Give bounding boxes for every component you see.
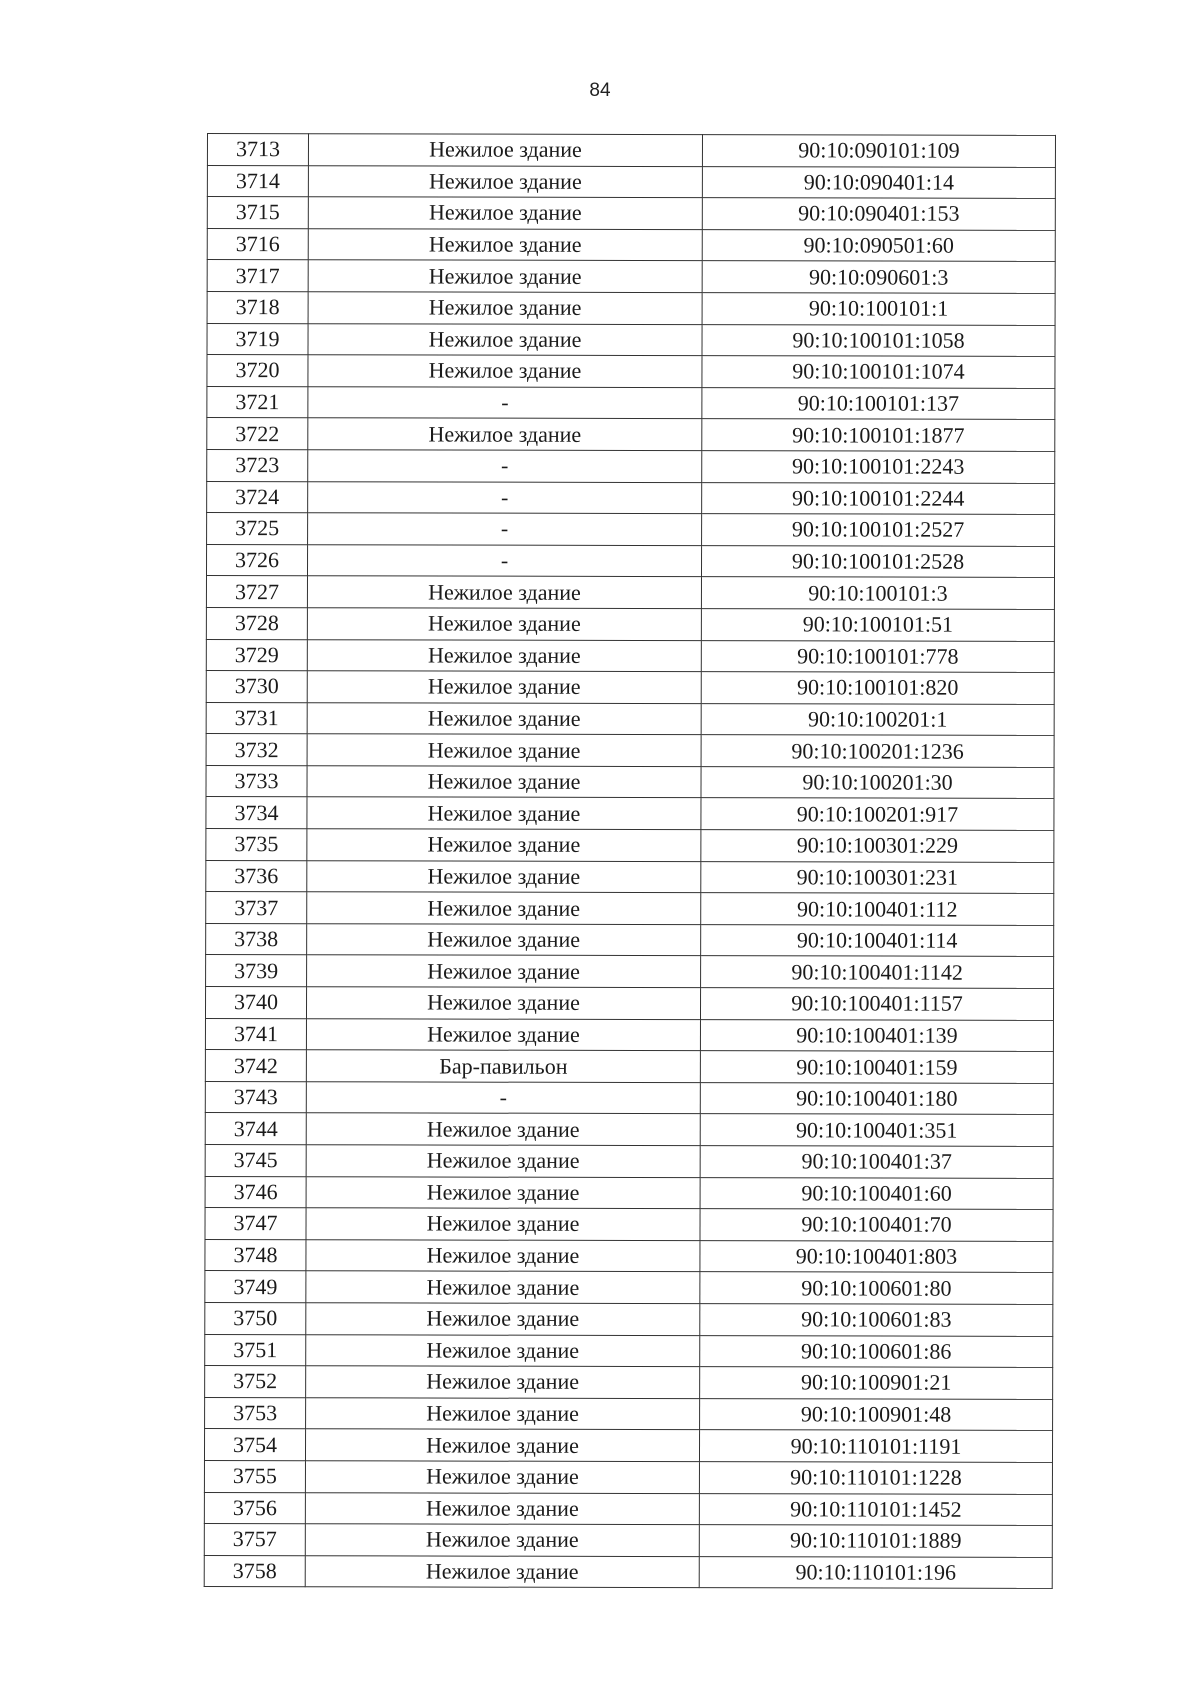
object-name-cell: Нежилое здание xyxy=(307,955,701,987)
cadastral-number-cell: 90:10:110101:1228 xyxy=(699,1462,1052,1494)
row-number-cell: 3721 xyxy=(207,386,308,418)
cadastral-number-cell: 90:10:090101:109 xyxy=(702,135,1055,167)
cadastral-number-cell: 90:10:100401:37 xyxy=(700,1146,1053,1178)
table-row xyxy=(204,1492,1052,1526)
cadastral-number-cell: 90:10:110101:196 xyxy=(699,1556,1052,1588)
table-row xyxy=(206,671,1054,705)
object-name-cell: Нежилое здание xyxy=(306,1208,700,1240)
object-name-cell: Нежилое здание xyxy=(307,639,701,671)
table-row xyxy=(206,734,1054,768)
cadastral-number-cell: 90:10:100201:1 xyxy=(701,703,1054,735)
object-name-cell: Нежилое здание xyxy=(307,702,701,734)
object-name-cell: Нежилое здание xyxy=(306,1303,700,1335)
page-number: 84 xyxy=(589,80,611,101)
row-number-cell: 3734 xyxy=(206,797,307,829)
row-number-cell: 3720 xyxy=(207,355,308,387)
row-number-cell: 3738 xyxy=(206,923,307,955)
object-name-cell: Нежилое здание xyxy=(306,1018,700,1050)
row-number-cell: 3744 xyxy=(205,1113,306,1145)
table-row xyxy=(206,607,1054,641)
table-row xyxy=(207,165,1055,199)
cadastral-number-cell: 90:10:100101:3 xyxy=(701,577,1054,609)
row-number-cell: 3723 xyxy=(207,449,308,481)
row-number-cell: 3749 xyxy=(205,1271,306,1303)
row-number-cell: 3719 xyxy=(207,323,308,355)
cadastral-number-cell: 90:10:100601:83 xyxy=(700,1304,1053,1336)
cadastral-number-cell: 90:10:100101:137 xyxy=(702,387,1055,419)
object-name-cell: Нежилое здание xyxy=(308,260,702,292)
cadastral-number-cell: 90:10:100401:351 xyxy=(700,1114,1053,1146)
table-row xyxy=(205,1366,1053,1400)
row-number-cell: 3755 xyxy=(204,1460,305,1492)
object-name-cell: Нежилое здание xyxy=(305,1555,699,1587)
table-row xyxy=(207,355,1055,389)
table-row xyxy=(206,955,1054,989)
row-number-cell: 3718 xyxy=(207,291,308,323)
table-row xyxy=(206,544,1054,578)
row-number-cell: 3758 xyxy=(204,1555,305,1587)
cadastral-number-cell: 90:10:100901:48 xyxy=(700,1398,1053,1430)
table-row xyxy=(207,228,1055,262)
object-name-cell: Нежилое здание xyxy=(307,829,701,861)
object-name-cell: - xyxy=(307,544,701,576)
table-row xyxy=(204,1555,1052,1589)
cadastral-number-cell: 90:10:100101:1074 xyxy=(702,356,1055,388)
row-number-cell: 3724 xyxy=(207,481,308,513)
cadastral-number-cell: 90:10:100101:2244 xyxy=(702,482,1055,514)
object-name-cell: Нежилое здание xyxy=(307,671,701,703)
table-row xyxy=(206,576,1054,610)
table-row xyxy=(205,1302,1053,1336)
cadastral-number-cell: 90:10:100401:60 xyxy=(700,1177,1053,1209)
cadastral-number-cell: 90:10:100101:820 xyxy=(701,672,1054,704)
object-name-cell: Нежилое здание xyxy=(306,1397,700,1429)
cadastral-number-cell: 90:10:100401:70 xyxy=(700,1209,1053,1241)
object-name-cell: - xyxy=(308,513,702,545)
cadastral-number-cell: 90:10:100301:229 xyxy=(701,830,1054,862)
table-row xyxy=(207,291,1055,325)
table-row xyxy=(205,1208,1053,1242)
object-name-cell: Нежилое здание xyxy=(305,1492,699,1524)
row-number-cell: 3727 xyxy=(206,576,307,608)
row-number-cell: 3732 xyxy=(206,734,307,766)
cadastral-number-cell: 90:10:100401:114 xyxy=(701,924,1054,956)
cadastral-number-cell: 90:10:100101:2528 xyxy=(701,545,1054,577)
object-name-cell: Нежилое здание xyxy=(306,1271,700,1303)
cadastral-number-cell: 90:10:100101:1 xyxy=(702,293,1055,325)
table-body xyxy=(204,134,1055,1589)
cadastral-number-cell: 90:10:100401:159 xyxy=(700,1051,1053,1083)
row-number-cell: 3714 xyxy=(207,165,308,197)
row-number-cell: 3748 xyxy=(205,1239,306,1271)
table-row xyxy=(204,1460,1052,1494)
cadastral-number-cell: 90:10:090401:14 xyxy=(702,166,1055,198)
row-number-cell: 3733 xyxy=(206,765,307,797)
row-number-cell: 3754 xyxy=(204,1429,305,1461)
table-row xyxy=(206,892,1054,926)
object-name-cell: Нежилое здание xyxy=(305,1461,699,1493)
table-row xyxy=(207,323,1055,357)
row-number-cell: 3737 xyxy=(206,892,307,924)
table-row xyxy=(207,260,1055,294)
cadastral-number-cell: 90:10:100101:51 xyxy=(701,609,1054,641)
table-row xyxy=(207,449,1055,483)
object-name-cell: Нежилое здание xyxy=(306,1334,700,1366)
table-row xyxy=(207,418,1055,452)
object-name-cell: Бар-павильон xyxy=(306,1050,700,1082)
object-name-cell: Нежилое здание xyxy=(308,292,702,324)
object-name-cell: Нежилое здание xyxy=(307,924,701,956)
object-name-cell: Нежилое здание xyxy=(307,860,701,892)
cadastral-number-cell: 90:10:100401:112 xyxy=(701,893,1054,925)
cadastral-number-cell: 90:10:100201:1236 xyxy=(701,735,1054,767)
table-row xyxy=(206,765,1054,799)
cadastral-number-cell: 90:10:110101:1889 xyxy=(699,1525,1052,1557)
cadastral-number-cell: 90:10:100101:778 xyxy=(701,640,1054,672)
cadastral-number-cell: 90:10:110101:1191 xyxy=(699,1430,1052,1462)
row-number-cell: 3745 xyxy=(205,1144,306,1176)
object-name-cell: Нежилое здание xyxy=(308,197,702,229)
object-name-cell: - xyxy=(306,1082,700,1114)
table-row xyxy=(205,1397,1053,1431)
row-number-cell: 3746 xyxy=(205,1176,306,1208)
object-name-cell: Нежилое здание xyxy=(306,987,700,1019)
cadastral-number-cell: 90:10:090501:60 xyxy=(702,229,1055,261)
table-row xyxy=(205,1271,1053,1305)
object-name-cell: Нежилое здание xyxy=(306,1240,700,1272)
row-number-cell: 3751 xyxy=(205,1334,306,1366)
cadastral-number-cell: 90:10:100201:30 xyxy=(701,766,1054,798)
object-name-cell: Нежилое здание xyxy=(306,1145,700,1177)
object-name-cell: - xyxy=(308,450,702,482)
object-name-cell: Нежилое здание xyxy=(307,892,701,924)
row-number-cell: 3731 xyxy=(206,702,307,734)
row-number-cell: 3728 xyxy=(206,607,307,639)
table-row xyxy=(206,702,1054,736)
object-name-cell: Нежилое здание xyxy=(308,229,702,261)
object-name-cell: - xyxy=(308,481,702,513)
object-name-cell: Нежилое здание xyxy=(307,608,701,640)
row-number-cell: 3756 xyxy=(204,1492,305,1524)
cadastral-number-cell: 90:10:100101:2243 xyxy=(702,451,1055,483)
table-row xyxy=(205,1239,1053,1273)
cadastral-number-cell: 90:10:100201:917 xyxy=(701,798,1054,830)
row-number-cell: 3747 xyxy=(205,1208,306,1240)
object-name-cell: Нежилое здание xyxy=(308,355,702,387)
table-row xyxy=(205,987,1053,1021)
table-row xyxy=(207,513,1055,547)
row-number-cell: 3750 xyxy=(205,1302,306,1334)
row-number-cell: 3736 xyxy=(206,860,307,892)
row-number-cell: 3716 xyxy=(207,228,308,260)
table-row xyxy=(207,197,1055,231)
row-number-cell: 3717 xyxy=(207,260,308,292)
table-row xyxy=(206,923,1054,957)
table-row xyxy=(206,860,1054,894)
cadastral-number-cell: 90:10:100401:1157 xyxy=(700,988,1053,1020)
table-row xyxy=(205,1050,1053,1084)
property-table xyxy=(204,133,1056,1589)
object-name-cell: Нежилое здание xyxy=(305,1429,699,1461)
row-number-cell: 3741 xyxy=(205,1018,306,1050)
table-row xyxy=(207,386,1055,420)
table-row xyxy=(205,1176,1053,1210)
cadastral-number-cell: 90:10:100601:86 xyxy=(700,1335,1053,1367)
object-name-cell: Нежилое здание xyxy=(307,734,701,766)
table-row xyxy=(206,797,1054,831)
cadastral-number-cell: 90:10:100401:139 xyxy=(700,1019,1053,1051)
cadastral-number-cell: 90:10:090601:3 xyxy=(702,261,1055,293)
table-row xyxy=(206,829,1054,863)
table-row xyxy=(205,1144,1053,1178)
table-row xyxy=(207,481,1055,515)
object-name-cell: Нежилое здание xyxy=(306,1366,700,1398)
row-number-cell: 3743 xyxy=(205,1081,306,1113)
object-name-cell: Нежилое здание xyxy=(308,418,702,450)
row-number-cell: 3757 xyxy=(204,1524,305,1556)
object-name-cell: Нежилое здание xyxy=(307,766,701,798)
row-number-cell: 3722 xyxy=(207,418,308,450)
cadastral-number-cell: 90:10:100401:180 xyxy=(700,1082,1053,1114)
object-name-cell: Нежилое здание xyxy=(308,323,702,355)
object-name-cell: Нежилое здание xyxy=(307,797,701,829)
row-number-cell: 3715 xyxy=(207,197,308,229)
row-number-cell: 3735 xyxy=(206,829,307,861)
row-number-cell: 3729 xyxy=(206,639,307,671)
cadastral-number-cell: 90:10:110101:1452 xyxy=(699,1493,1052,1525)
row-number-cell: 3742 xyxy=(205,1050,306,1082)
object-name-cell: Нежилое здание xyxy=(308,134,702,166)
object-name-cell: Нежилое здание xyxy=(305,1524,699,1556)
row-number-cell: 3726 xyxy=(206,544,307,576)
table-row xyxy=(205,1113,1053,1147)
table-row xyxy=(204,1524,1052,1558)
cadastral-number-cell: 90:10:100101:1058 xyxy=(702,324,1055,356)
table-row xyxy=(207,134,1055,168)
cadastral-number-cell: 90:10:100601:80 xyxy=(700,1272,1053,1304)
table-row xyxy=(206,639,1054,673)
cadastral-number-cell: 90:10:090401:153 xyxy=(702,198,1055,230)
cadastral-number-cell: 90:10:100101:2527 xyxy=(702,514,1055,546)
cadastral-number-cell: 90:10:100401:803 xyxy=(700,1240,1053,1272)
row-number-cell: 3725 xyxy=(207,513,308,545)
object-name-cell: Нежилое здание xyxy=(306,1176,700,1208)
table-row xyxy=(204,1429,1052,1463)
row-number-cell: 3730 xyxy=(206,671,307,703)
row-number-cell: 3753 xyxy=(205,1397,306,1429)
row-number-cell: 3740 xyxy=(205,987,306,1019)
object-name-cell: Нежилое здание xyxy=(307,576,701,608)
object-name-cell: Нежилое здание xyxy=(306,1113,700,1145)
table-row xyxy=(205,1018,1053,1052)
row-number-cell: 3713 xyxy=(207,134,308,166)
cadastral-number-cell: 90:10:100901:21 xyxy=(700,1367,1053,1399)
cadastral-number-cell: 90:10:100301:231 xyxy=(701,861,1054,893)
table-row xyxy=(205,1081,1053,1115)
row-number-cell: 3739 xyxy=(206,955,307,987)
cadastral-number-cell: 90:10:100401:1142 xyxy=(701,956,1054,988)
cadastral-number-cell: 90:10:100101:1877 xyxy=(702,419,1055,451)
row-number-cell: 3752 xyxy=(205,1366,306,1398)
object-name-cell: - xyxy=(308,386,702,418)
object-name-cell: Нежилое здание xyxy=(308,165,702,197)
table-row xyxy=(205,1334,1053,1368)
